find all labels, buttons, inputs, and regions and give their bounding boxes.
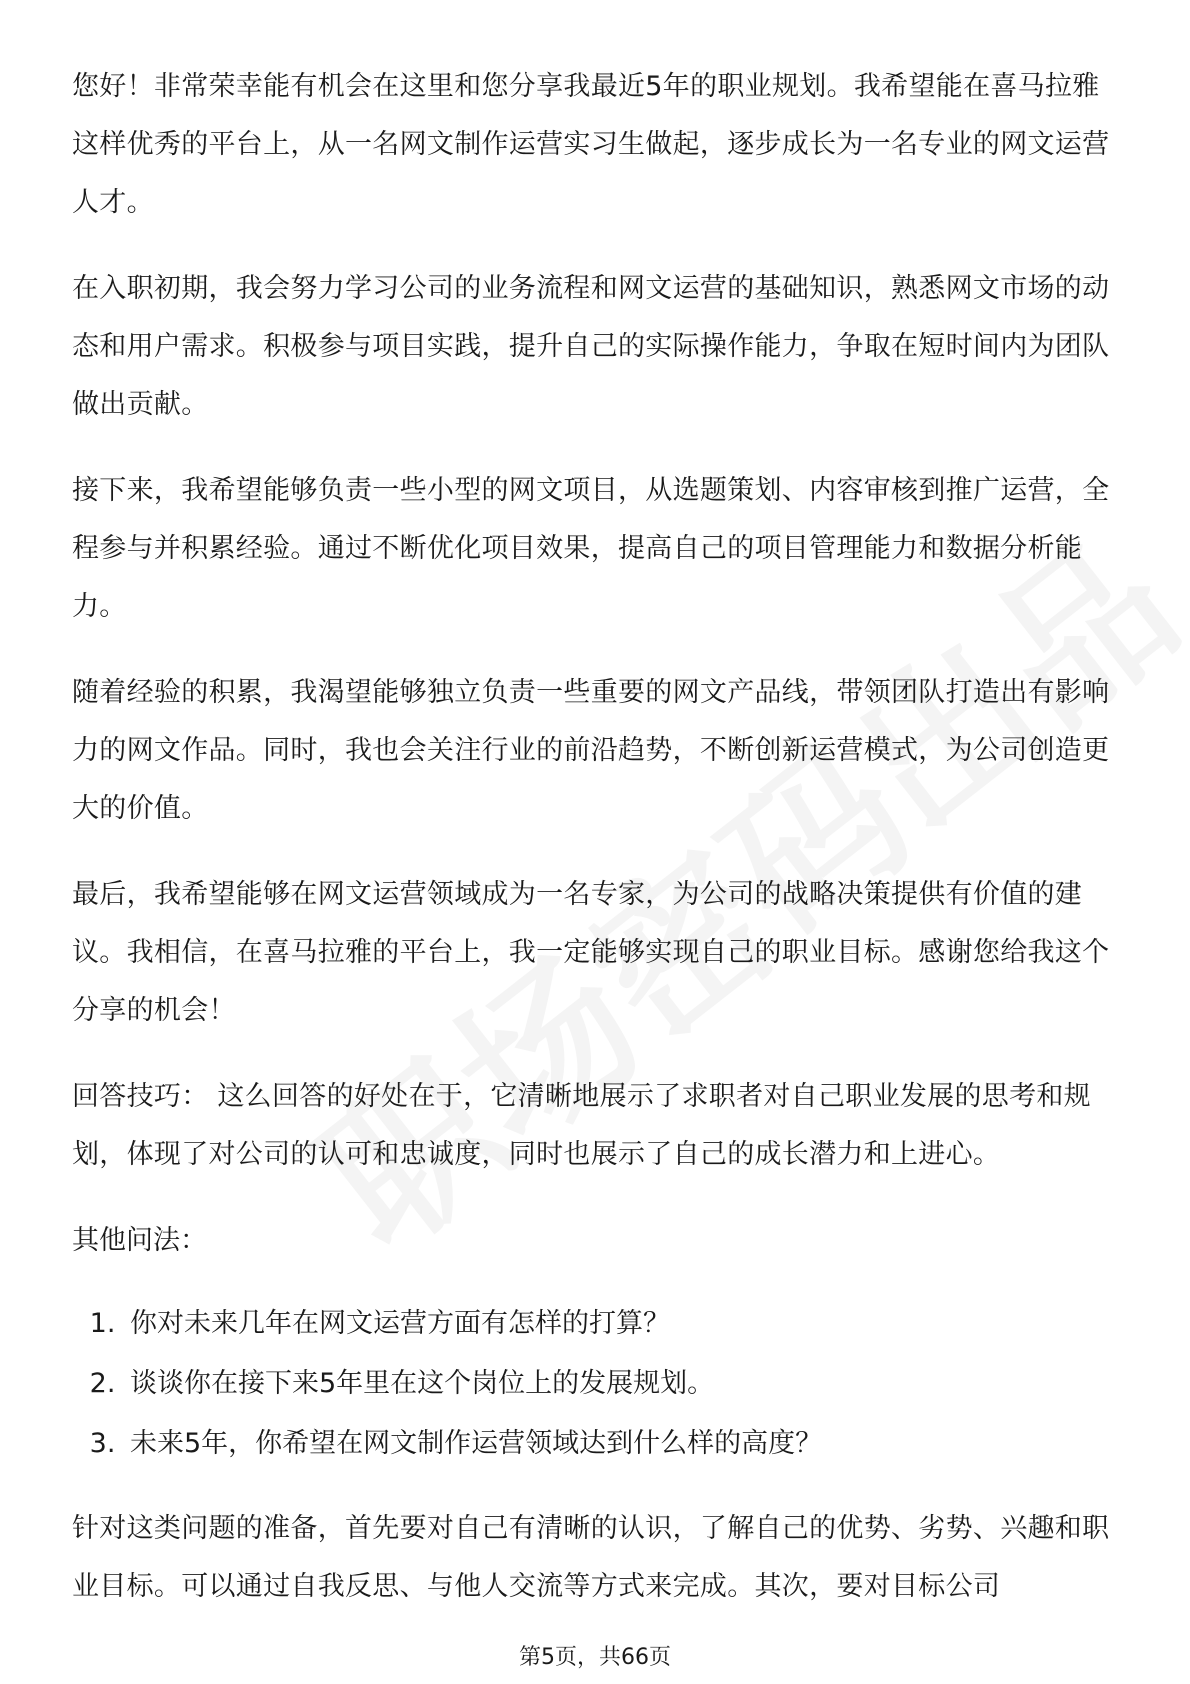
answer-paragraph-1: 您好！非常荣幸能有机会在这里和您分享我最近5年的职业规划。我希望能在喜马拉雅这样优秀的平台上，从一名网文制作运营实习生做起，逐步成长为一名专业的网文运营人才。 (72, 71, 1110, 218)
other-questions-label: 其他问法： (72, 1225, 207, 1256)
list-item: 1. 你对未来几年在网文运营方面有怎样的打算？ (124, 1294, 1122, 1354)
answer-paragraph-5: 最后，我希望能够在网文运营领域成为一名专家，为公司的战略决策提供有价值的建议。我相信，在喜马拉雅的平台上，我一定能够实现自己的职业目标。感谢您给我这个分享的机会！ (72, 879, 1110, 1026)
list-item: 3. 未来5年，你希望在网文制作运营领域达到什么样的高度？ (124, 1414, 1122, 1474)
other-questions-list (72, 1294, 1122, 1474)
preparation-paragraph: 针对这类问题的准备，首先要对自己有清晰的认识，了解自己的优势、劣势、兴趣和职业目标。可以通过自我反思、与他人交流等方式来完成。其次，要对目标公司 (72, 1513, 1110, 1602)
document-body (72, 58, 1122, 1644)
answer-paragraph-3: 接下来，我希望能够负责一些小型的网文项目，从选题策划、内容审核到推广运营，全程参与并积累经验。通过不断优化项目效果，提高自己的项目管理能力和数据分析能力。 (72, 475, 1110, 622)
page-number: 第5页，共66页 (519, 1645, 671, 1670)
list-item: 2. 谈谈你在接下来5年里在这个岗位上的发展规划。 (124, 1354, 1122, 1414)
answer-paragraph-2: 在入职初期，我会努力学习公司的业务流程和网文运营的基础知识，熟悉网文市场的动态和用户需求。积极参与项目实践，提升自己的实际操作能力，争取在短时间内为团队做出贡献。 (72, 273, 1110, 420)
answer-tip: 回答技巧： 这么回答的好处在于，它清晰地展示了求职者对自己职业发展的思考和规划，体现了对公司的认可和忠诚度，同时也展示了自己的成长潜力和上进心。 (72, 1081, 1091, 1170)
answer-paragraph-4: 随着经验的积累，我渴望能够独立负责一些重要的网文产品线，带领团队打造出有影响力的网文作品。同时，我也会关注行业的前沿趋势，不断创新运营模式，为公司创造更大的价值。 (72, 677, 1110, 824)
